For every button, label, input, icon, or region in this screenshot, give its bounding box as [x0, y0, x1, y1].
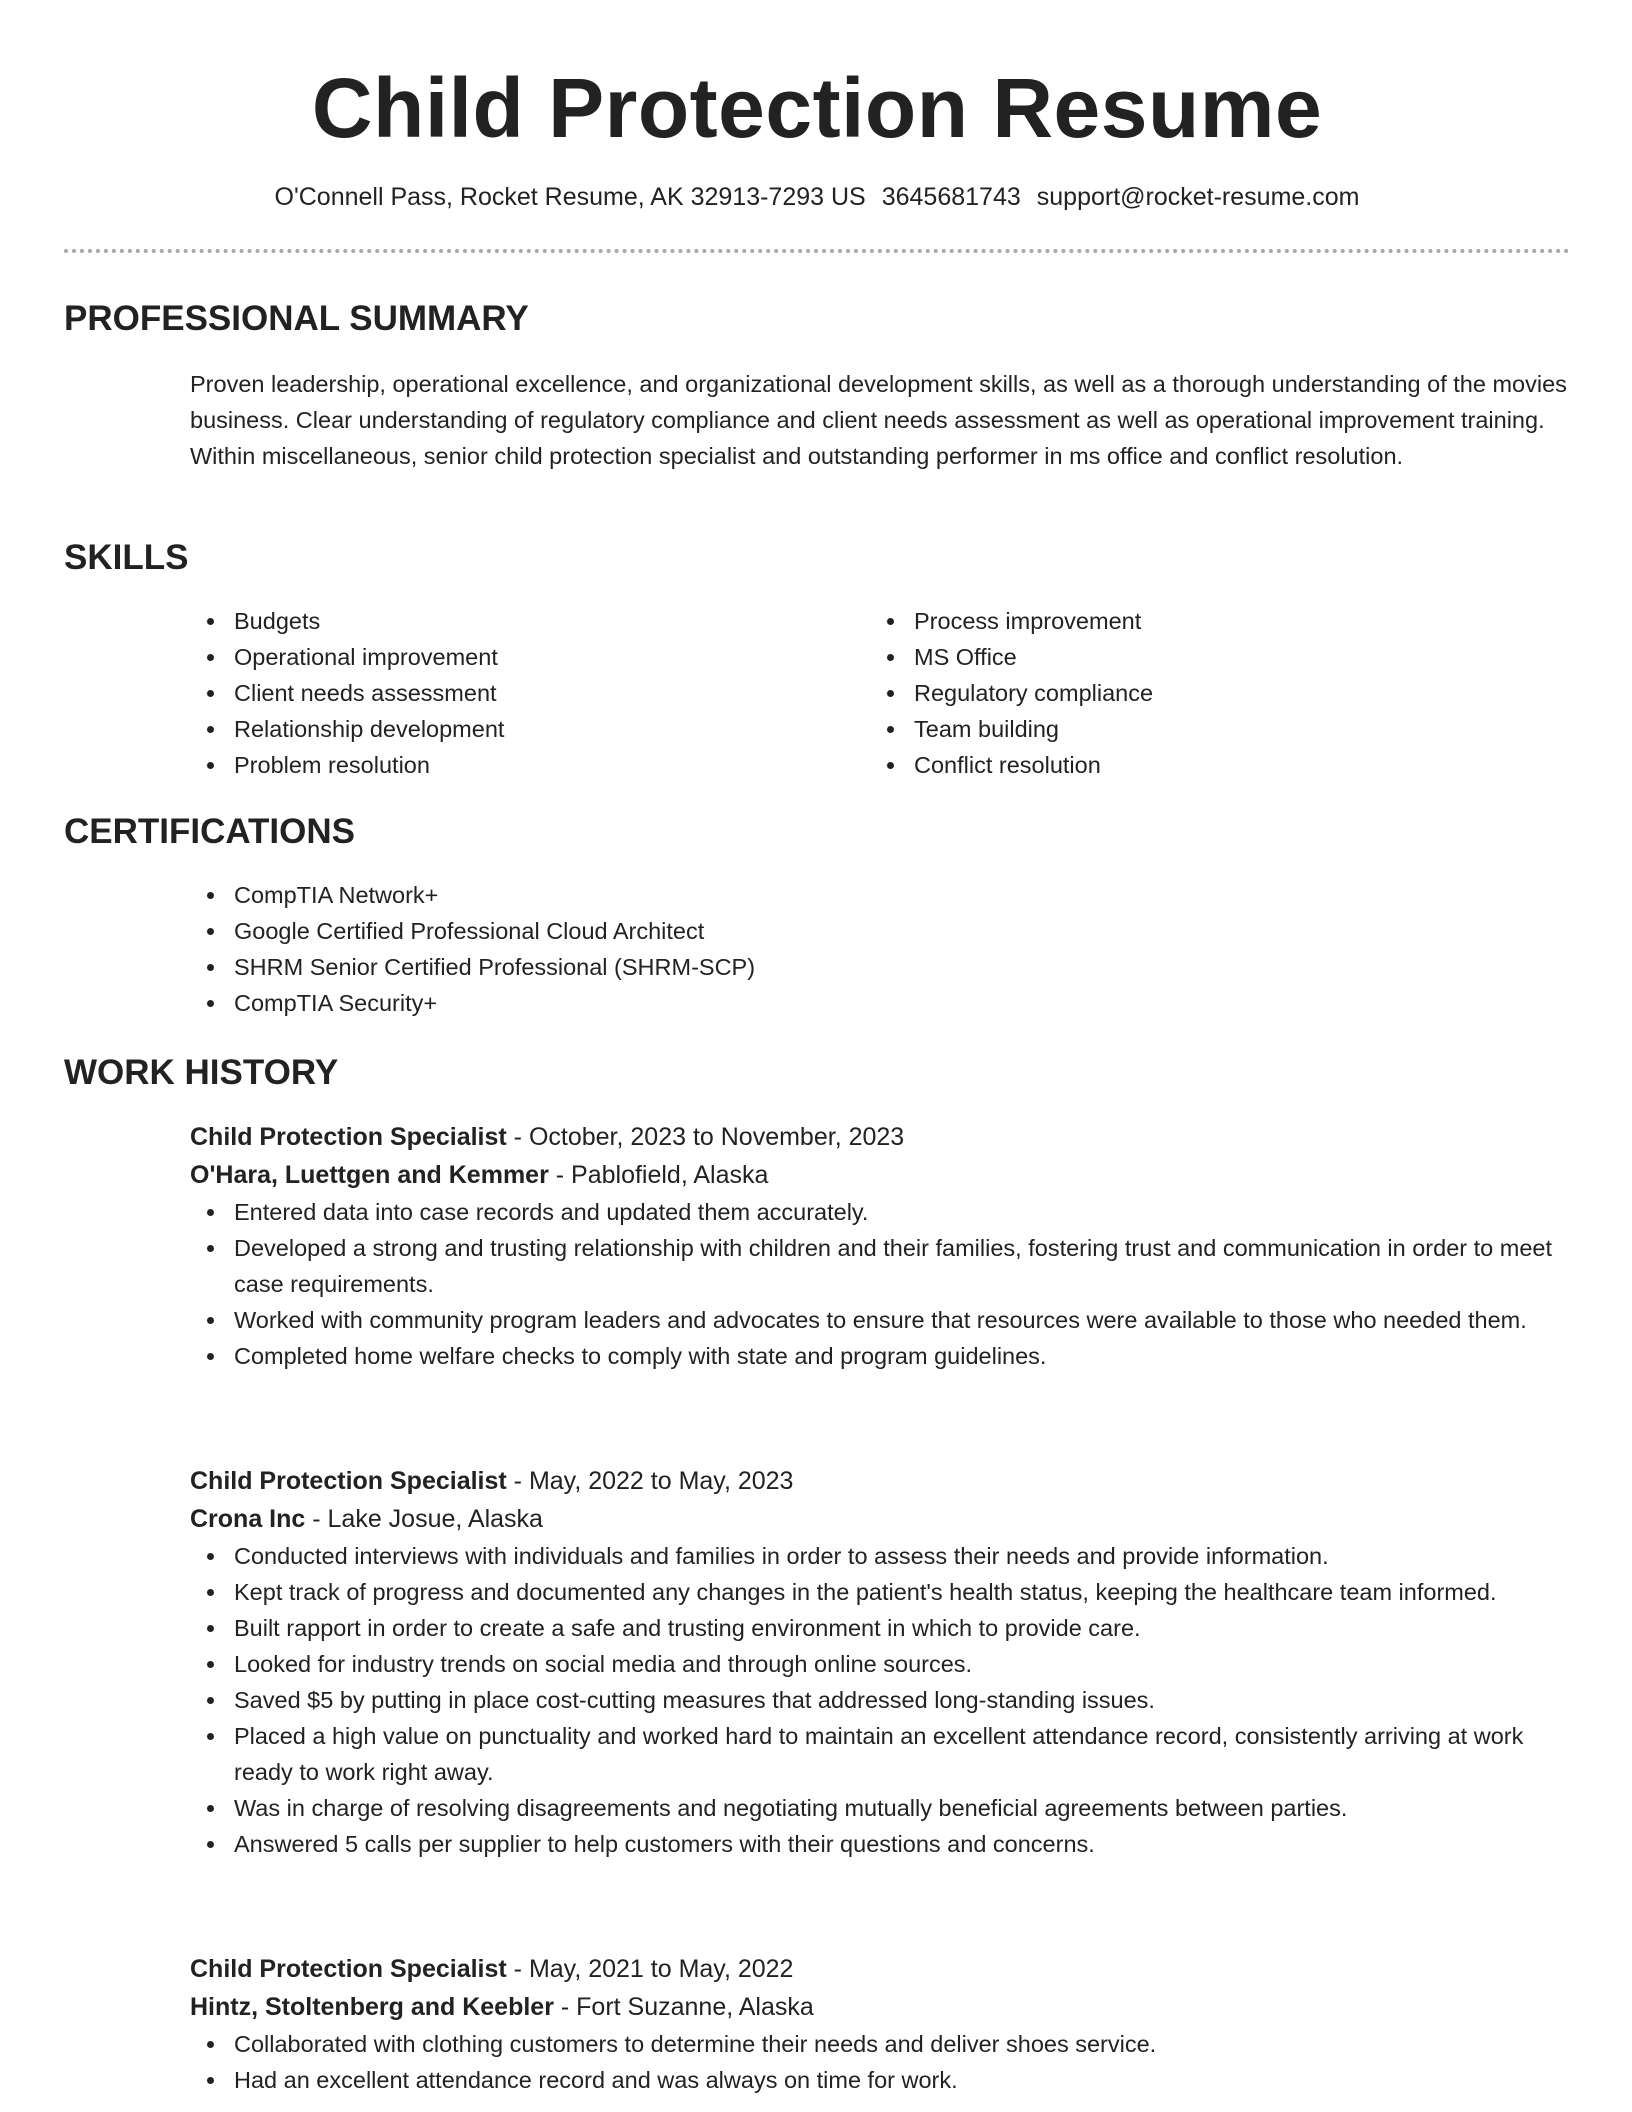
job-bullets	[190, 2026, 1570, 2098]
certification-item: CompTIA Network+	[190, 877, 1570, 913]
certification-item: Google Certified Professional Cloud Architect	[190, 913, 1570, 949]
job-bullet: Looked for industry trends on social media and through online sources.	[190, 1646, 1570, 1682]
job-bullet: Had an excellent attendance record and was always on time for work.	[190, 2062, 1570, 2098]
summary-text: Proven leadership, operational excellence, and organizational development skills, as well as a thorough understanding of the movies business. Clear understanding of regulatory compliance and client needs assessment as well as operational improvement training. Within miscellaneous, senior child protection specialist and outstanding performer in ms office and conflict resolution.	[190, 371, 1567, 469]
job-bullet: Entered data into case records and updated them accurately.	[190, 1194, 1570, 1230]
job-bullet: Placed a high value on punctuality and worked hard to maintain an excellent attendance record, consistently arriving at work ready to work right away.	[190, 1718, 1570, 1790]
skill-item: Process improvement	[870, 603, 1550, 639]
contact-phone: 3645681743	[881, 183, 1021, 211]
resume-page	[64, 0, 1570, 2093]
skill-item: Conflict resolution	[870, 747, 1550, 783]
skill-item: Team building	[870, 711, 1550, 747]
summary-heading: PROFESSIONAL SUMMARY	[64, 299, 529, 338]
job-title-line	[190, 1462, 1570, 1500]
job-company-line	[190, 1500, 1570, 1538]
skills-list-right	[870, 603, 1550, 783]
job-role: Child Protection Specialist	[190, 1955, 507, 1983]
skill-item: MS Office	[870, 639, 1550, 675]
job-dates: - May, 2021 to May, 2022	[506, 1955, 794, 1983]
header-divider	[64, 249, 1570, 253]
resume-title: Child Protection Resume	[311, 61, 1323, 155]
certifications-heading: CERTIFICATIONS	[64, 812, 356, 851]
skill-item: Relationship development	[190, 711, 870, 747]
certifications-list	[190, 877, 1570, 1021]
job-title-line	[190, 1118, 1570, 1156]
job-entry	[190, 1118, 1570, 1374]
certification-item: CompTIA Security+	[190, 985, 1570, 1021]
certifications-section	[190, 877, 1570, 1021]
job-location: - Pablofield, Alaska	[548, 1161, 769, 1189]
job-bullet: Collaborated with clothing customers to determine their needs and deliver shoes service.	[190, 2026, 1570, 2062]
job-company-line	[190, 1156, 1570, 1194]
job-bullet: Conducted interviews with individuals and families in order to assess their needs and provide information.	[190, 1538, 1570, 1574]
job-bullet: Answered 5 calls per supplier to help customers with their questions and concerns.	[190, 1826, 1570, 1862]
skill-item: Client needs assessment	[190, 675, 870, 711]
job-dates: - May, 2022 to May, 2023	[506, 1467, 794, 1495]
job-role: Child Protection Specialist	[190, 1123, 507, 1151]
job-bullet: Saved $5 by putting in place cost-cutting measures that addressed long-standing issues.	[190, 1682, 1570, 1718]
job-dates: - October, 2023 to November, 2023	[506, 1123, 905, 1151]
job-bullet: Worked with community program leaders and advocates to ensure that resources were available to those who needed them.	[190, 1302, 1570, 1338]
skills-section	[190, 603, 1570, 783]
job-bullet: Kept track of progress and documented any changes in the patient's health status, keeping the healthcare team informed.	[190, 1574, 1570, 1610]
job-entry	[190, 1462, 1570, 1862]
job-bullet: Built rapport in order to create a safe and trusting environment in which to provide care.	[190, 1610, 1570, 1646]
job-company: O'Hara, Luettgen and Kemmer	[190, 1161, 549, 1189]
job-bullet: Developed a strong and trusting relationship with children and their families, fostering trust and communication in order to meet case requirements.	[190, 1230, 1570, 1302]
skill-item: Regulatory compliance	[870, 675, 1550, 711]
skill-item: Budgets	[190, 603, 870, 639]
job-bullet: Completed home welfare checks to comply with state and program guidelines.	[190, 1338, 1570, 1374]
job-company: Hintz, Stoltenberg and Keebler	[190, 1993, 554, 2021]
contact-email[interactable]: support@rocket-resume.com	[1036, 183, 1360, 211]
contact-line	[64, 181, 1570, 213]
contact-address: O'Connell Pass, Rocket Resume, AK 32913-7293 US	[274, 183, 866, 211]
job-company-line	[190, 1988, 1570, 2026]
work-history-heading: WORK HISTORY	[64, 1053, 339, 1092]
summary-section	[190, 366, 1570, 474]
job-entry	[190, 1950, 1570, 2098]
job-bullets	[190, 1538, 1570, 1862]
job-title-line	[190, 1950, 1570, 1988]
job-bullets	[190, 1194, 1570, 1374]
certification-item: SHRM Senior Certified Professional (SHRM-SCP)	[190, 949, 1570, 985]
job-location: - Fort Suzanne, Alaska	[553, 1993, 814, 2021]
skills-heading: SKILLS	[64, 538, 189, 577]
skills-list-left	[190, 603, 870, 783]
skill-item: Problem resolution	[190, 747, 870, 783]
job-location: - Lake Josue, Alaska	[305, 1505, 543, 1533]
job-company: Crona Inc	[190, 1505, 306, 1533]
skill-item: Operational improvement	[190, 639, 870, 675]
job-bullet: Was in charge of resolving disagreements and negotiating mutually beneficial agreements between parties.	[190, 1790, 1570, 1826]
job-role: Child Protection Specialist	[190, 1467, 507, 1495]
